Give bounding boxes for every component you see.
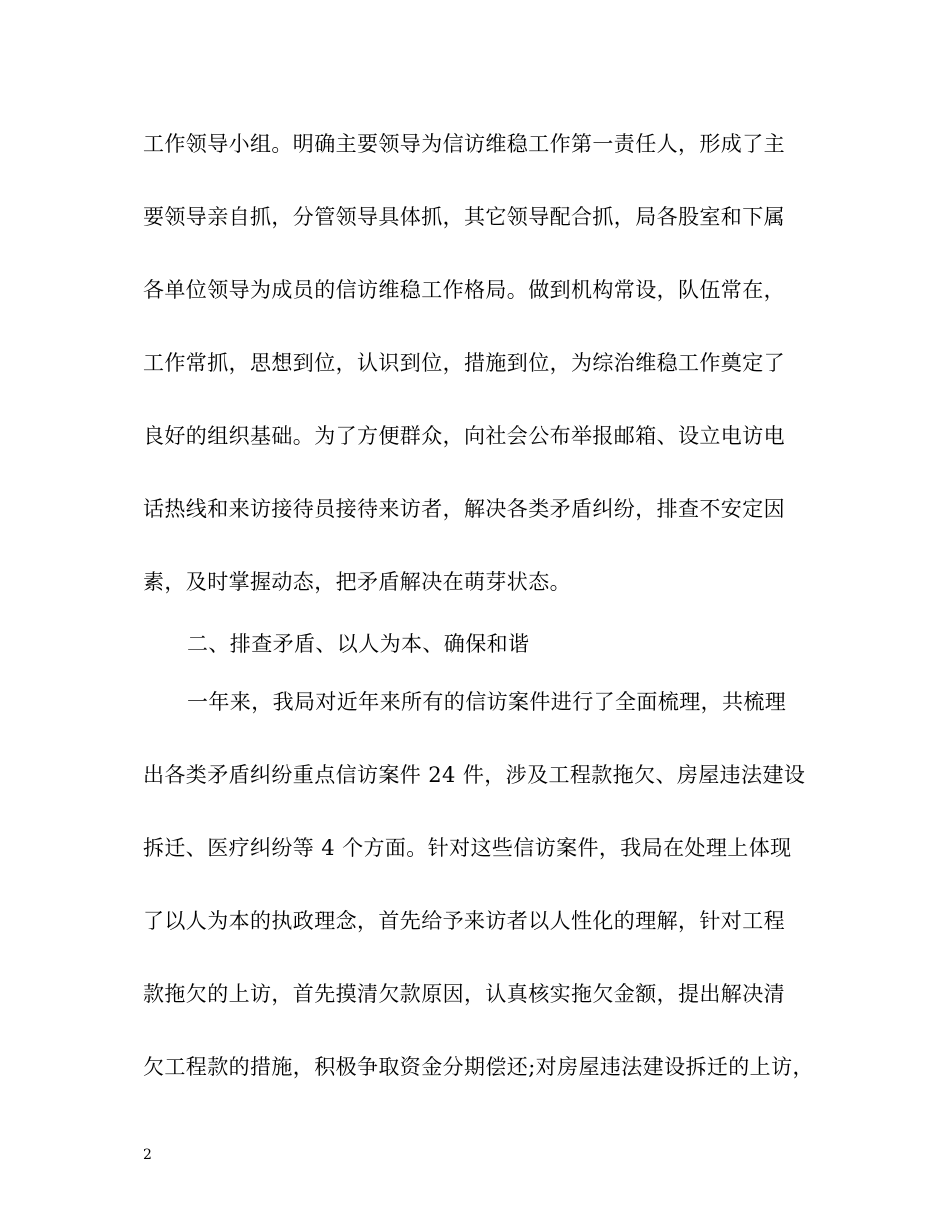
text-line-12: 了以人为本的执政理念，首先给予来访者以人性化的理解，针对工程	[143, 909, 785, 933]
text-line-14: 欠工程款的措施，积极争取资金分期偿还;对房屋违法建设拆迁的上访，	[143, 1055, 814, 1079]
page-number: 2	[143, 1147, 152, 1163]
text-line-2: 要领导亲自抓，分管领导具体抓，其它领导配合抓，局各股室和下属	[143, 205, 785, 229]
text-line-13: 款拖欠的上访，首先摸清欠款原因，认真核实拖欠金额，提出解决清	[143, 982, 785, 1006]
text-line-11: 拆迁、医疗纠纷等 4 个方面。针对这些信访案件，我局在处理上体现	[143, 836, 792, 860]
text-line-7: 素，及时掌握动态，把矛盾解决在萌芽状态。	[143, 570, 571, 594]
text-line-1: 工作领导小组。明确主要领导为信访维稳工作第一责任人，形成了主	[143, 132, 785, 156]
text-line-4: 工作常抓，思想到位，认识到位，措施到位，为综治维稳工作奠定了	[143, 351, 785, 375]
text-line-9: 一年来，我局对近年来所有的信访案件进行了全面梳理，共梳理	[187, 690, 787, 714]
text-line-5: 良好的组织基础。为了方便群众，向社会公布举报邮箱、设立电访电	[143, 424, 785, 448]
text-line-6: 话热线和来访接待员接待来访者，解决各类矛盾纠纷，排查不安定因	[143, 497, 785, 521]
text-line-3: 各单位领导为成员的信访维稳工作格局。做到机构常设，队伍常在，	[143, 278, 785, 302]
text-line-10: 出各类矛盾纠纷重点信访案件 24 件，涉及工程款拖欠、房屋违法建设	[143, 763, 806, 787]
section-heading: 二、排查矛盾、以人为本、确保和谐	[187, 632, 530, 656]
